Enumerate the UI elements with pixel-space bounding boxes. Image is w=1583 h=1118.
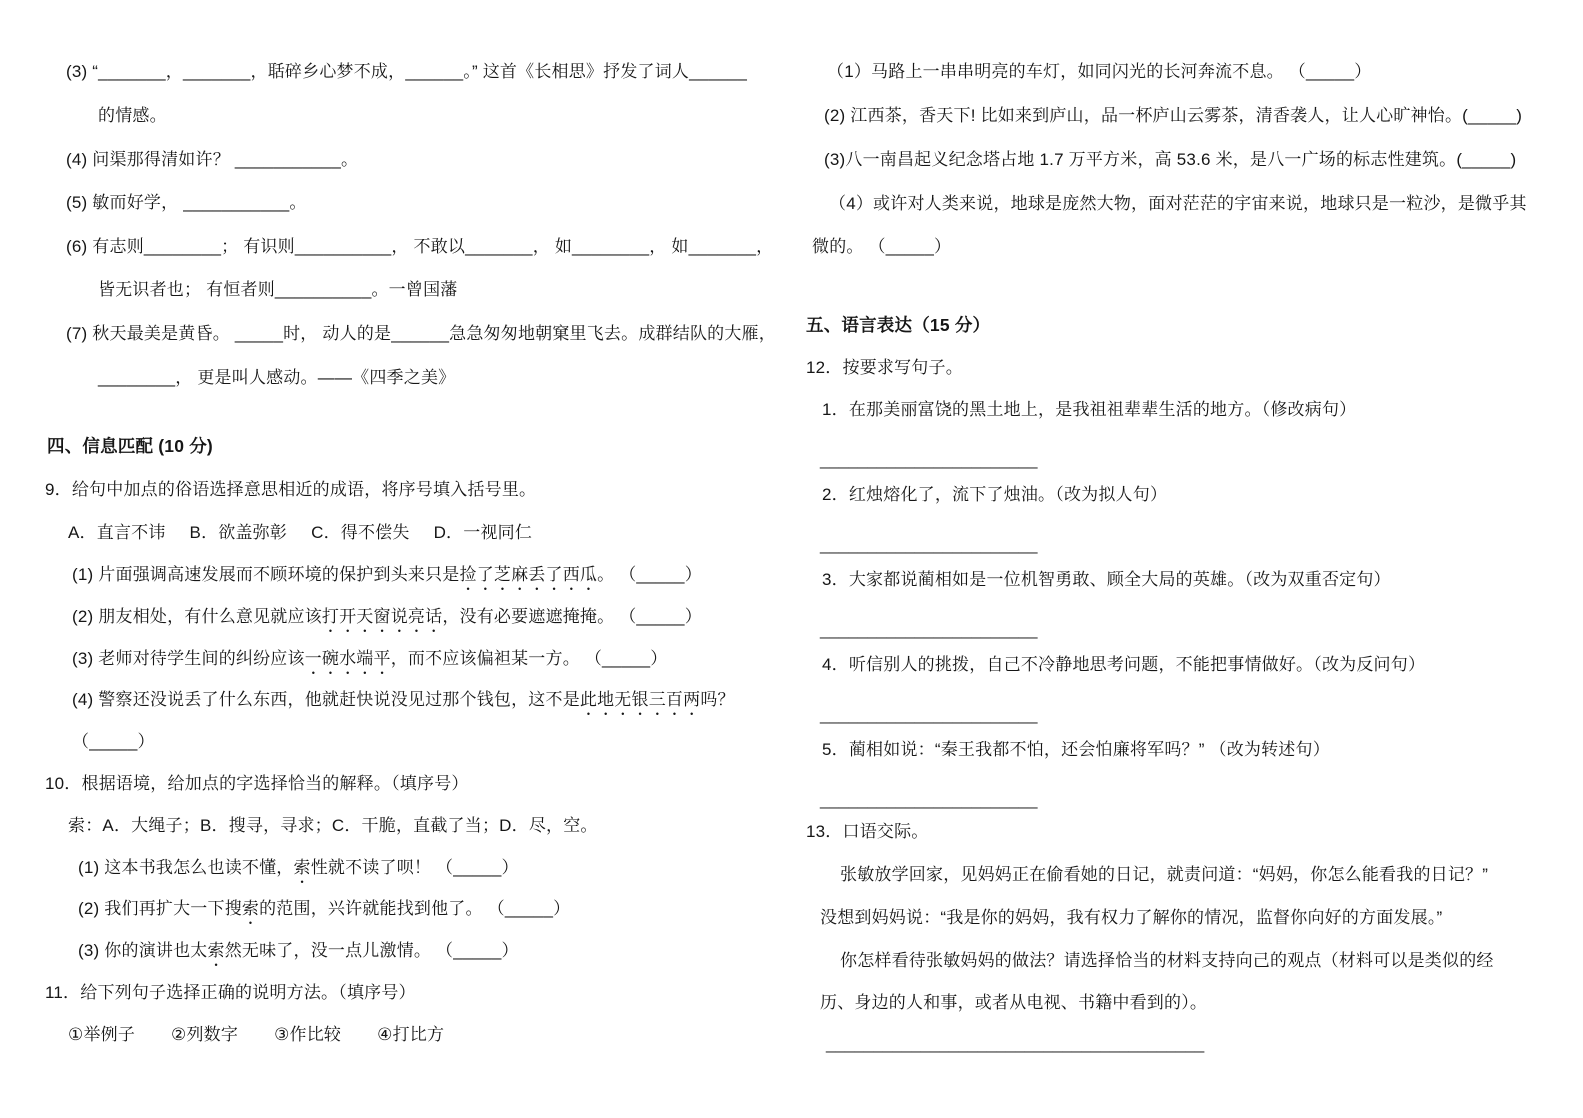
q13-paragraph-line2: 没想到妈妈说：“我是你的妈妈，我有权力了解你的情况，监督你向好的方面发展。” <box>820 908 1443 927</box>
q11-option-2: ②列数字 <box>171 1025 239 1044</box>
q9-item-3 <box>72 647 668 678</box>
q9-item-1-text: (1) 片面强调高速发展而不顾环境的保护到头来只是 <box>72 565 460 584</box>
emphasized-idiom: 捡了芝麻丢了西瓜 <box>459 565 598 584</box>
q12-stem: 12．按要求写句子。 <box>806 358 963 377</box>
q9-option-d: D．一视同仁 <box>433 523 533 542</box>
emphasized-idiom: 打开天窗说亮话 <box>321 607 443 626</box>
answer-blank-line-long: ________________________________________ <box>826 1034 1205 1053</box>
q12-item-3: 3．大家都说蔺相如是一位机智勇敢、顾全大局的英雄。（改为双重否定句） <box>822 570 1391 589</box>
q13-stem: 13．口语交际。 <box>806 822 929 841</box>
q9-item-2-bracket: ，没有必要遮遮掩掩。 （_____） <box>442 607 702 626</box>
q9-options-row <box>68 521 532 546</box>
fill-blank-item-3-line2: 的情感。 <box>98 106 167 125</box>
q11-sentence-4-line2: 微的。 （_____） <box>812 237 952 256</box>
fill-blank-item-5: (5) 敏而好学， ___________。 <box>66 193 307 212</box>
q13-paragraph-line3: 你怎样看待张敏妈妈的做法？请选择恰当的材料支持向己的观点（材料可以是类似的经 <box>840 951 1494 970</box>
q9-item-1-bracket: 。 （_____） <box>597 565 702 584</box>
q10-item-2-bracket: 的范围，兴许就能找到他了。 （_____） <box>259 899 571 918</box>
answer-blank-line: _______________________ <box>820 535 1038 554</box>
q9-item-2 <box>72 605 702 636</box>
answer-blank-line: _______________________ <box>820 705 1038 724</box>
fill-blank-item-7-line2: ________， 更是叫人感动。——《四季之美》 <box>98 368 456 387</box>
answer-blank-line: _______________________ <box>820 620 1038 639</box>
emphasized-char: 索 <box>293 858 311 877</box>
section-title-5: 五、语言表达（15 分） <box>806 315 991 335</box>
fill-blank-item-6-line2: 皆无识者也； 有恒者则__________。一曾国藩 <box>98 280 458 299</box>
q10-item-3 <box>78 939 519 970</box>
q9-item-4-answer-bracket: （_____） <box>72 732 155 751</box>
q9-item-4-line1 <box>72 688 735 719</box>
q9-item-4-text: (4) 警察还没说丢了什么东西，他就赶快说没见过那个钱包，这不是 <box>72 690 580 709</box>
emphasized-idiom: 一碗水端平 <box>304 649 391 668</box>
q12-item-2: 2．红烛熔化了，流下了烛油。（改为拟人句） <box>822 485 1168 504</box>
fill-blank-item-6-line1: (6) 有志则________； 有识则__________， 不敢以_______， 如________， 如_______， <box>66 237 774 256</box>
q13-paragraph-line4: 历、身边的人和事，或者从电视、书籍中看到的）。 <box>820 993 1208 1012</box>
q11-option-4: ④打比方 <box>377 1025 445 1044</box>
q11-stem: 11．给下列句子选择正确的说明方法。（填序号） <box>45 983 416 1002</box>
q9-stem: 9．给句中加点的俗语选择意思相近的成语，将序号填入括号里。 <box>45 480 537 499</box>
q9-item-3-text: (3) 老师对待学生间的纠纷应该 <box>72 649 305 668</box>
q10-stem: 10．根据语境，给加点的字选择恰当的解释。（填序号） <box>45 774 469 793</box>
q11-sentence-3: (3)八一南昌起义纪念塔占地 1.7 万平方米，高 53.6 米，是八一广场的标志性建筑。(_____) <box>824 150 1517 169</box>
q10-gloss: 索：A．大绳子；B．搜寻，寻求；C．干脆，直截了当；D．尽，空。 <box>68 816 598 835</box>
q12-item-5: 5．蔺相如说：“秦王我都不怕，还会怕廉将军吗？” （改为转述句） <box>822 740 1330 759</box>
section-title-4: 四、信息匹配 (10 分) <box>47 436 213 456</box>
q12-item-1: 1．在那美丽富饶的黑土地上，是我祖祖辈辈生活的地方。（修改病句） <box>822 400 1357 419</box>
q9-item-1 <box>72 563 702 594</box>
q11-option-1: ①举例子 <box>68 1025 136 1044</box>
q12-item-4: 4．听信别人的挑拨，自己不冷静地思考问题，不能把事情做好。（改为反问句） <box>822 655 1426 674</box>
q9-option-c: C．得不偿失 <box>311 523 410 542</box>
emphasized-char: 索 <box>241 899 260 918</box>
q9-option-b: B．欲盖弥彰 <box>189 523 288 542</box>
q10-item-3-text: (3) 你的演讲也太 <box>78 941 208 960</box>
emphasized-idiom: 此地无银三百两 <box>579 690 701 709</box>
fill-blank-item-4: (4) 问渠那得清如许？ ___________。 <box>66 150 359 169</box>
q11-options-row <box>68 1023 444 1048</box>
q13-paragraph-line1: 张敏放学回家，见妈妈正在偷看她的日记，就责问道：“妈妈，你怎么能看我的日记？” <box>840 865 1489 884</box>
q11-sentence-2: (2) 江西茶，香天下! 比如来到庐山，品一杯庐山云雾茶，清香袭人，让人心旷神怡。(_____) <box>824 106 1523 125</box>
q10-item-1-text: (1) 这本书我怎么也读不懂， <box>78 858 294 877</box>
q10-item-1 <box>78 856 519 887</box>
q9-item-4-tail: 吗？ <box>700 690 735 709</box>
fill-blank-item-7-line1: (7) 秋天最美是黄昏。 _____时， 动人的是______急急匆匆地朝窠里飞去。成群结队的大雁， <box>66 324 776 343</box>
q9-item-2-text: (2) 朋友相处，有什么意见就应该 <box>72 607 322 626</box>
q10-item-1-bracket: 性就不读了呗！ （_____） <box>310 858 519 877</box>
q10-item-2 <box>78 897 570 928</box>
q10-item-2-text: (2) 我们再扩大一下搜 <box>78 899 242 918</box>
q11-sentence-4-line1: （4）或许对人类来说，地球是庞然大物，面对茫茫的宇宙来说，地球只是一粒沙，是微乎其 <box>829 194 1527 213</box>
answer-blank-line: _______________________ <box>820 790 1038 809</box>
fill-blank-item-3-line1: (3) “_______，_______，聒碎乡心梦不成，______。” 这首《长相思》抒发了词人______ <box>66 62 748 81</box>
q9-item-3-bracket: ，而不应该偏袒某一方。 （_____） <box>390 649 668 668</box>
answer-blank-line: _______________________ <box>820 450 1038 469</box>
q9-option-a: A．直言不讳 <box>68 523 166 542</box>
q11-sentence-1: （1）马路上一串串明亮的车灯，如同闪光的长河奔流不息。 （_____） <box>827 62 1372 81</box>
q11-option-3: ③作比较 <box>274 1025 342 1044</box>
emphasized-char: 索 <box>207 941 225 960</box>
q10-item-3-bracket: 然无味了，没一点儿激情。 （_____） <box>224 941 519 960</box>
